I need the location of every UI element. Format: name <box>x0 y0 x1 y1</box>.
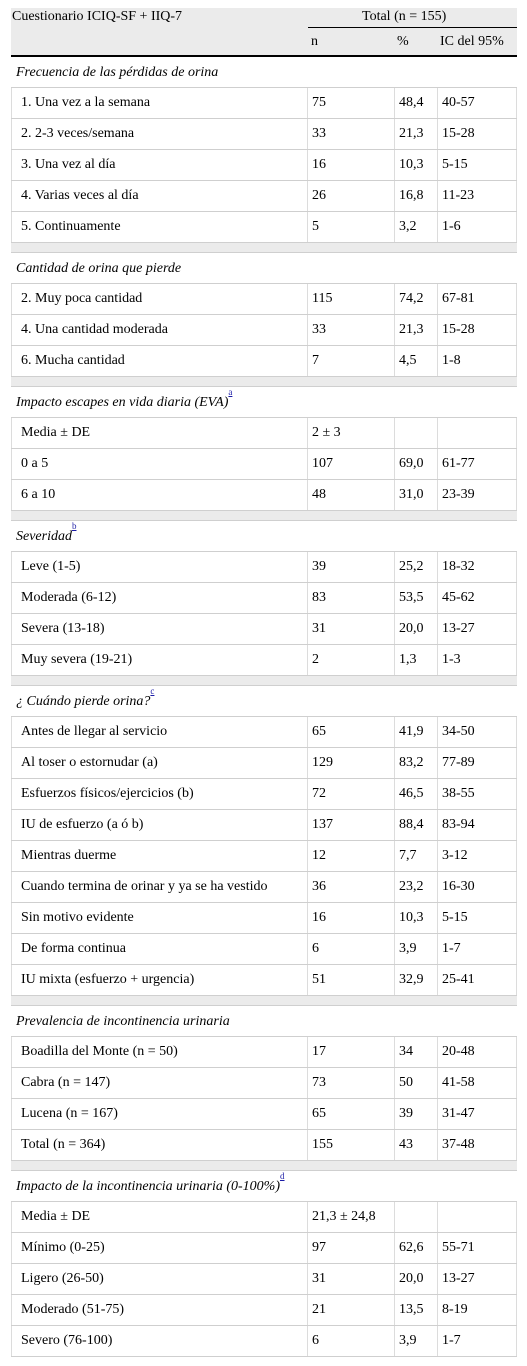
row-ic: 1-3 <box>438 645 517 675</box>
row-label: 4. Una cantidad moderada <box>11 315 308 345</box>
row-n: 48 <box>308 480 395 510</box>
row-ic: 40-57 <box>438 88 517 118</box>
row-pct: 1,3 <box>395 645 438 675</box>
row-label: 0 a 5 <box>11 449 308 479</box>
section-spacer <box>11 676 517 686</box>
table-row <box>11 810 517 841</box>
row-ic <box>438 1202 517 1232</box>
row-n: 65 <box>308 717 395 747</box>
row-label: Moderado (51-75) <box>11 1295 308 1325</box>
footnote-link[interactable]: b <box>71 521 77 532</box>
row-pct: 3,2 <box>395 212 438 242</box>
row-ic: 5-15 <box>438 903 517 933</box>
row-label: 2. 2-3 veces/semana <box>11 119 308 149</box>
row-pct: 46,5 <box>395 779 438 809</box>
section-title-text: Frecuencia de las pérdidas de orina <box>16 65 219 80</box>
table-row <box>11 315 517 346</box>
row-ic: 31-47 <box>438 1099 517 1129</box>
row-pct: 16,8 <box>395 181 438 211</box>
row-pct: 83,2 <box>395 748 438 778</box>
table-row <box>11 1202 517 1233</box>
row-n: 2 ± 3 <box>308 418 395 448</box>
footnote-link[interactable]: a <box>228 387 233 398</box>
table-row <box>11 645 517 676</box>
header-divider <box>308 27 517 28</box>
row-ic: 8-19 <box>438 1295 517 1325</box>
column-ic-header: IC del 95% <box>440 34 504 49</box>
row-n: 115 <box>308 284 395 314</box>
row-pct: 50 <box>395 1068 438 1098</box>
row-pct: 39 <box>395 1099 438 1129</box>
row-pct: 10,3 <box>395 903 438 933</box>
table-row <box>11 284 517 315</box>
row-pct: 53,5 <box>395 583 438 613</box>
row-pct: 21,3 <box>395 315 438 345</box>
row-label: 6 a 10 <box>11 480 308 510</box>
row-label: Muy severa (19-21) <box>11 645 308 675</box>
table-row <box>11 1295 517 1326</box>
row-label: Severa (13-18) <box>11 614 308 644</box>
row-label: 1. Una vez a la semana <box>11 88 308 118</box>
row-ic <box>438 418 517 448</box>
table-row <box>11 614 517 645</box>
row-label: De forma continua <box>11 934 308 964</box>
row-n: 107 <box>308 449 395 479</box>
row-n: 83 <box>308 583 395 613</box>
section-title <box>11 57 517 88</box>
row-ic: 41-58 <box>438 1068 517 1098</box>
row-n: 137 <box>308 810 395 840</box>
row-n: 31 <box>308 614 395 644</box>
section-title <box>11 1006 517 1037</box>
row-label: Leve (1-5) <box>11 552 308 582</box>
section-title-text: Severidad <box>16 529 72 544</box>
row-pct: 31,0 <box>395 480 438 510</box>
row-ic: 18-32 <box>438 552 517 582</box>
table-row <box>11 181 517 212</box>
section-title-text: Impacto escapes en vida diaria (EVA) <box>16 395 229 410</box>
row-ic: 23-39 <box>438 480 517 510</box>
table-row <box>11 841 517 872</box>
table-row <box>11 717 517 748</box>
row-ic: 38-55 <box>438 779 517 809</box>
row-label: Sin motivo evidente <box>11 903 308 933</box>
section-spacer <box>11 243 517 253</box>
row-ic: 15-28 <box>438 315 517 345</box>
section-title-text: Prevalencia de incontinencia urinaria <box>16 1014 230 1029</box>
row-ic: 15-28 <box>438 119 517 149</box>
row-pct <box>395 1202 438 1232</box>
row-ic: 5-15 <box>438 150 517 180</box>
row-label: Antes de llegar al servicio <box>11 717 308 747</box>
table-row <box>11 872 517 903</box>
row-label: Mínimo (0-25) <box>11 1233 308 1263</box>
row-label: Cabra (n = 147) <box>11 1068 308 1098</box>
row-pct: 3,9 <box>395 934 438 964</box>
section-title <box>11 387 517 418</box>
row-label: Boadilla del Monte (n = 50) <box>11 1037 308 1067</box>
table-row <box>11 88 517 119</box>
footnote-link[interactable]: c <box>150 686 155 697</box>
row-ic: 13-27 <box>438 1264 517 1294</box>
table-row <box>11 1099 517 1130</box>
row-pct: 62,6 <box>395 1233 438 1263</box>
table-row <box>11 1130 517 1161</box>
row-n: 75 <box>308 88 395 118</box>
row-label: 2. Muy poca cantidad <box>11 284 308 314</box>
table-row <box>11 418 517 449</box>
row-label: IU de esfuerzo (a ó b) <box>11 810 308 840</box>
row-ic: 16-30 <box>438 872 517 902</box>
section-spacer <box>11 996 517 1006</box>
row-pct <box>395 418 438 448</box>
row-label: 6. Mucha cantidad <box>11 346 308 376</box>
row-pct: 88,4 <box>395 810 438 840</box>
row-label: Al toser o estornudar (a) <box>11 748 308 778</box>
row-ic: 1-8 <box>438 346 517 376</box>
row-pct: 74,2 <box>395 284 438 314</box>
table-row <box>11 1037 517 1068</box>
row-pct: 43 <box>395 1130 438 1160</box>
row-n: 16 <box>308 903 395 933</box>
table-row <box>11 1264 517 1295</box>
section-spacer <box>11 1161 517 1171</box>
row-ic: 83-94 <box>438 810 517 840</box>
row-label: Mientras duerme <box>11 841 308 871</box>
table-row <box>11 1326 517 1357</box>
row-ic: 45-62 <box>438 583 517 613</box>
column-pct-header: % <box>397 34 409 49</box>
row-n: 6 <box>308 1326 395 1356</box>
row-pct: 13,5 <box>395 1295 438 1325</box>
table-row <box>11 552 517 583</box>
footnote-link[interactable]: d <box>280 1171 285 1182</box>
row-n: 2 <box>308 645 395 675</box>
row-label: Moderada (6-12) <box>11 583 308 613</box>
row-pct: 41,9 <box>395 717 438 747</box>
row-n: 65 <box>308 1099 395 1129</box>
row-pct: 10,3 <box>395 150 438 180</box>
row-ic: 3-12 <box>438 841 517 871</box>
row-n: 12 <box>308 841 395 871</box>
row-pct: 48,4 <box>395 88 438 118</box>
table-row <box>11 150 517 181</box>
row-pct: 7,7 <box>395 841 438 871</box>
row-pct: 32,9 <box>395 965 438 995</box>
row-n: 7 <box>308 346 395 376</box>
table-row <box>11 965 517 996</box>
table-row <box>11 748 517 779</box>
row-pct: 23,2 <box>395 872 438 902</box>
row-n: 17 <box>308 1037 395 1067</box>
section-title <box>11 521 517 552</box>
row-n: 97 <box>308 1233 395 1263</box>
row-label: Ligero (26-50) <box>11 1264 308 1294</box>
row-pct: 20,0 <box>395 1264 438 1294</box>
row-label: Esfuerzos físicos/ejercicios (b) <box>11 779 308 809</box>
table-header-top <box>11 8 517 29</box>
row-label: 4. Varias veces al día <box>11 181 308 211</box>
row-n: 72 <box>308 779 395 809</box>
table-row <box>11 480 517 511</box>
section-title-text: ¿ Cuándo pierde orina? <box>16 694 151 709</box>
row-ic: 20-48 <box>438 1037 517 1067</box>
row-pct: 20,0 <box>395 614 438 644</box>
row-n: 33 <box>308 119 395 149</box>
row-n: 39 <box>308 552 395 582</box>
row-n: 26 <box>308 181 395 211</box>
table-header-columns <box>11 29 517 57</box>
table-row <box>11 346 517 377</box>
row-n: 51 <box>308 965 395 995</box>
row-n: 6 <box>308 934 395 964</box>
table-row <box>11 212 517 243</box>
row-ic: 67-81 <box>438 284 517 314</box>
section-spacer <box>11 377 517 387</box>
row-n: 33 <box>308 315 395 345</box>
row-label: Total (n = 364) <box>11 1130 308 1160</box>
row-n: 155 <box>308 1130 395 1160</box>
table-row <box>11 1233 517 1264</box>
row-label: Severo (76-100) <box>11 1326 308 1356</box>
row-pct: 34 <box>395 1037 438 1067</box>
row-pct: 69,0 <box>395 449 438 479</box>
row-ic: 25-41 <box>438 965 517 995</box>
row-label: Media ± DE <box>11 1202 308 1232</box>
row-n: 73 <box>308 1068 395 1098</box>
row-n: 21,3 ± 24,8 <box>308 1202 395 1232</box>
row-label: IU mixta (esfuerzo + urgencia) <box>11 965 308 995</box>
table-row <box>11 1068 517 1099</box>
table-title: Cuestionario ICIQ-SF + IIQ-7 <box>12 9 183 24</box>
table-row <box>11 119 517 150</box>
section-title <box>11 1171 517 1202</box>
table-row <box>11 779 517 810</box>
row-n: 129 <box>308 748 395 778</box>
total-column-header: Total (n = 155) <box>362 9 447 24</box>
section-title <box>11 686 517 717</box>
row-n: 31 <box>308 1264 395 1294</box>
row-pct: 21,3 <box>395 119 438 149</box>
row-ic: 11-23 <box>438 181 517 211</box>
row-ic: 37-48 <box>438 1130 517 1160</box>
table-row <box>11 903 517 934</box>
row-n: 16 <box>308 150 395 180</box>
row-pct: 25,2 <box>395 552 438 582</box>
row-label: Media ± DE <box>11 418 308 448</box>
table-row <box>11 449 517 480</box>
row-ic: 1-7 <box>438 934 517 964</box>
section-title-text: Cantidad de orina que pierde <box>16 261 182 276</box>
section-title-text: Impacto de la incontinencia urinaria (0-100%) <box>16 1179 281 1194</box>
row-ic: 1-6 <box>438 212 517 242</box>
row-n: 36 <box>308 872 395 902</box>
row-label: 5. Continuamente <box>11 212 308 242</box>
row-n: 5 <box>308 212 395 242</box>
row-ic: 55-71 <box>438 1233 517 1263</box>
row-ic: 34-50 <box>438 717 517 747</box>
row-ic: 77-89 <box>438 748 517 778</box>
row-label: Lucena (n = 167) <box>11 1099 308 1129</box>
row-ic: 1-7 <box>438 1326 517 1356</box>
table-row <box>11 583 517 614</box>
row-ic: 13-27 <box>438 614 517 644</box>
row-pct: 4,5 <box>395 346 438 376</box>
table-row <box>11 934 517 965</box>
section-title <box>11 253 517 284</box>
row-ic: 61-77 <box>438 449 517 479</box>
section-spacer <box>11 511 517 521</box>
row-pct: 3,9 <box>395 1326 438 1356</box>
row-label: Cuando termina de orinar y ya se ha vestido <box>11 872 308 902</box>
row-n: 21 <box>308 1295 395 1325</box>
column-n-header: n <box>311 34 318 49</box>
row-label: 3. Una vez al día <box>11 150 308 180</box>
